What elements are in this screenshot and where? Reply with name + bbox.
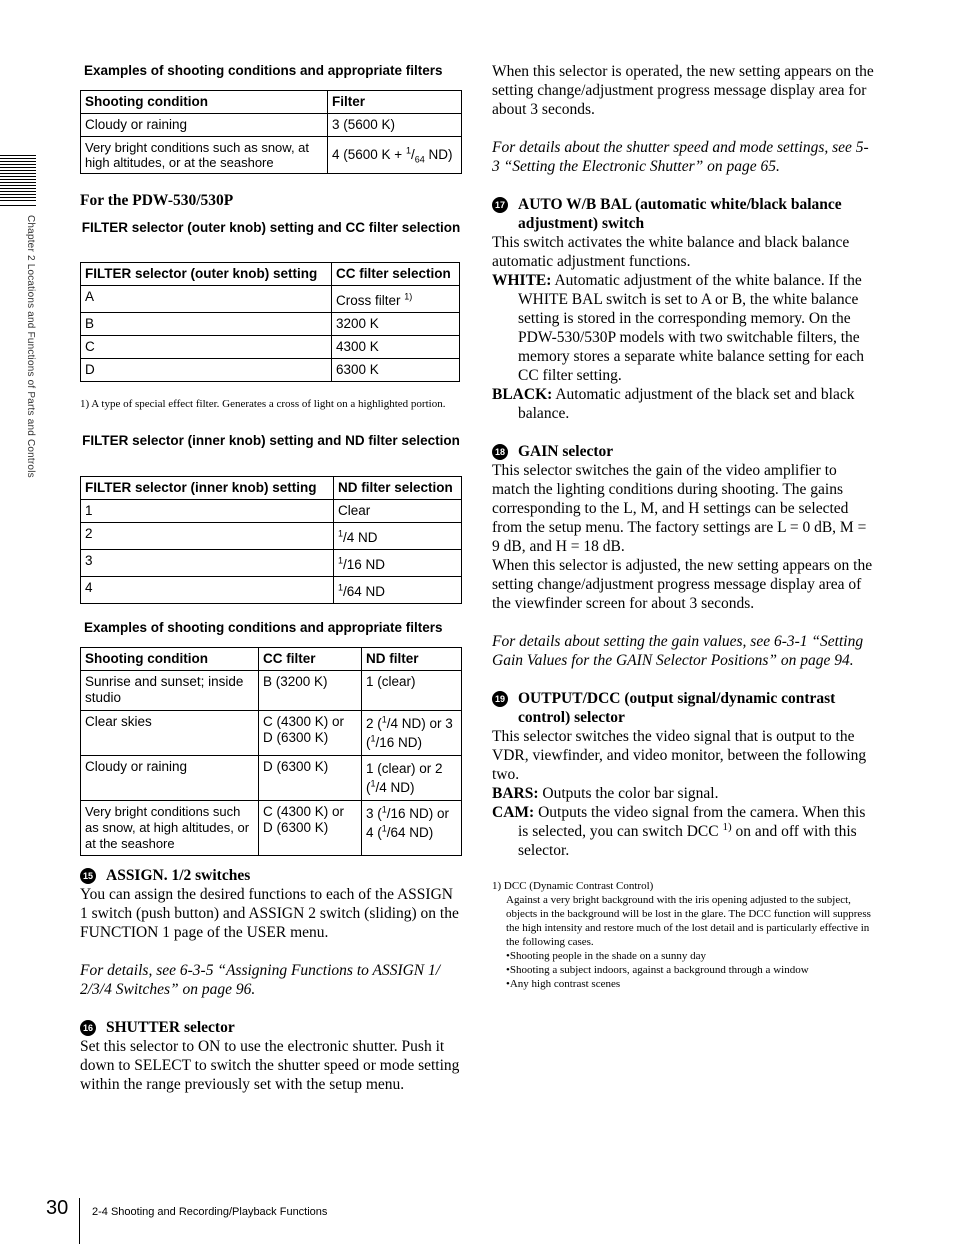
table-row (81, 286, 460, 313)
item-number-badge: 15 (80, 868, 96, 884)
footer-section-title: 2-4 Shooting and Recording/Playback Functions (92, 1206, 328, 1218)
table-header: ND filter (362, 648, 462, 671)
table-header: CC filter (259, 648, 362, 671)
table-cell: Cloudy or raining (81, 114, 328, 137)
table-row (81, 577, 462, 604)
table-row (81, 114, 462, 137)
table-cell: 3 ($^1$/16 ND) or 4 ($^1$/64 ND) (362, 801, 462, 856)
chapter-tab-marker (0, 155, 36, 203)
table2-caption: FILTER selector (outer knob) setting and CC filter selection (81, 220, 461, 235)
table-cell: 3 (5600 K) (328, 114, 462, 137)
table-cell: A (81, 286, 332, 313)
item-number-badge: 18 (492, 444, 508, 460)
table-header: Shooting condition (81, 91, 328, 114)
table-row (81, 313, 460, 336)
page-number: 30 (46, 1197, 69, 1219)
chapter-tab-rule (0, 205, 36, 206)
table-cell: 1 (clear) (362, 671, 462, 711)
table-row (81, 137, 462, 174)
table-cell: Very bright conditions such as snow, at high altitudes, or at the seashore (81, 137, 328, 174)
definition-cam: CAM: Outputs the video signal from the camera. When this is selected, you can switch DCC $^{1)}$ on and off with this selector. (492, 804, 866, 859)
section-heading: 19 OUTPUT/DCC (output signal/dynamic contrast control) selector (492, 689, 876, 727)
footnote-bullet: •Any high contrast scenes (506, 978, 621, 990)
cross-reference: For details about setting the gain values, see 6-3-1 “Setting Gain Values for the GAIN Selector Positions” on page 94. (492, 633, 864, 669)
table-cell: D (6300 K) (259, 756, 362, 801)
table-row (81, 336, 460, 359)
table-cell: Cloudy or raining (81, 756, 259, 801)
table-shooting-cc-nd (80, 647, 462, 856)
section-body: You can assign the desired functions to each of the ASSIGN 1 switch (push button) and ASSIGN 2 switch (sliding) on the FUNCTION 1 page of the USER menu. (80, 886, 459, 941)
table-cell: $^1$/4 ND (334, 523, 462, 550)
table-cell: D (81, 359, 332, 382)
table-row (81, 550, 462, 577)
footnote-cross-filter: 1) A type of special effect filter. Generates a cross of light on a highlighted portion. (80, 398, 446, 410)
table-cell: Sunrise and sunset; inside studio (81, 671, 259, 711)
table-cell: B (81, 313, 332, 336)
table-cell: Very bright conditions such as snow, at high altitudes, or at the seashore (81, 801, 259, 856)
table-row (81, 671, 462, 711)
table-cell: Clear (334, 500, 462, 523)
footnote-dcc (492, 879, 876, 991)
footer-divider (79, 1198, 80, 1244)
table-header-row (81, 263, 460, 286)
footnote-title: 1) DCC (Dynamic Contrast Control) (492, 880, 654, 892)
footnote-bullet: •Shooting people in the shade on a sunny day (506, 950, 706, 962)
table-row (81, 359, 460, 382)
table-header: CC filter selection (332, 263, 460, 286)
table-cell: Cross filter $^{1)}$ (332, 286, 460, 313)
item-number-badge: 19 (492, 691, 508, 707)
table-cell: C (81, 336, 332, 359)
table1-caption: Examples of shooting conditions and appropriate filters (84, 63, 443, 78)
definition-white: WHITE: Automatic adjustment of the white balance. If the WHITE BAL switch is set to A or B, the white balance setting is stored in the corresponding memory. On the PDW-530/530P models with two switchable filters, the memory stores a separate white balance setting for each CC filter setting. (492, 272, 865, 384)
footnote-body: Against a very bright background with the iris opening adjusted to the subject, objects in the background will be lost in the glare. The DCC function will suppress the high intensity and restore much of the lost detail and is particularly effective in the following cases. (506, 894, 871, 948)
section-body: This selector switches the video signal that is output to the VDR, viewfinder, and video monitor, between the following two. (492, 728, 867, 783)
table3-caption: FILTER selector (inner knob) setting and ND filter selection (82, 433, 460, 448)
item-number-badge: 17 (492, 197, 508, 213)
table-cell: 6300 K (332, 359, 460, 382)
table-row (81, 756, 462, 801)
table4-caption: Examples of shooting conditions and appropriate filters (84, 620, 443, 635)
table-cell: 4 (5600 $K + ^1/_{64}$ ND) (328, 137, 462, 174)
table-header-row (81, 648, 462, 671)
paragraph: When this selector is operated, the new setting appears on the setting change/adjustment progress message display area for about 3 seconds. (492, 63, 874, 118)
table-header: FILTER selector (inner knob) setting (81, 477, 334, 500)
section-assign (80, 866, 464, 1094)
section-body: When this selector is adjusted, the new setting appears on the setting change/adjustment progress message display area of the viewfinder screen for about 3 seconds. (492, 557, 873, 612)
item-number-badge: 16 (80, 1020, 96, 1036)
section-heading: 16 SHUTTER selector (80, 1018, 464, 1037)
table-shooting-filter (80, 90, 462, 174)
table-header-row (81, 477, 462, 500)
table-row (81, 523, 462, 550)
table-cell: 1 (81, 500, 334, 523)
section-body: This switch activates the white balance and black balance automatic adjustment functions. (492, 234, 850, 270)
cross-reference: For details about the shutter speed and mode settings, see 5-3 “Setting the Electronic Shutter” on page 65. (492, 139, 869, 175)
table-row (81, 500, 462, 523)
table-header: FILTER selector (outer knob) setting (81, 263, 332, 286)
table-header: Filter (328, 91, 462, 114)
table-cell: 2 ($^1$/4 ND) or 3 ($^1$/16 ND) (362, 711, 462, 756)
definition-black: BLACK: Automatic adjustment of the black set and black balance. (492, 386, 855, 422)
table-cell: Clear skies (81, 711, 259, 756)
table-cell: 3 (81, 550, 334, 577)
table-header: ND filter selection (334, 477, 462, 500)
table-cell: 4 (81, 577, 334, 604)
table-header-row (81, 91, 462, 114)
table-cell: B (3200 K) (259, 671, 362, 711)
right-column (492, 62, 876, 991)
section-body: This selector switches the gain of the video amplifier to match the lighting conditions during shooting. The gains corresponding to the L, M, and H settings can be selected from the setup menu. The factory settings are L = 0 dB, M = 9 dB, and H = 18 dB. (492, 462, 867, 555)
pdw-heading: For the PDW-530/530P (80, 192, 234, 209)
definition-bars: BARS: Outputs the color bar signal. (492, 785, 719, 802)
table-row (81, 801, 462, 856)
footnote-bullet: •Shooting a subject indoors, against a background through a window (506, 964, 809, 976)
section-heading: 17 AUTO W/B BAL (automatic white/black balance adjustment) switch (492, 195, 876, 233)
table-cell: 2 (81, 523, 334, 550)
table-cell: 3200 K (332, 313, 460, 336)
table-cell: 1 (clear) or 2 ($^1$/4 ND) (362, 756, 462, 801)
table-cc-filter (80, 262, 460, 382)
table-nd-filter (80, 476, 462, 604)
table-header: Shooting condition (81, 648, 259, 671)
cross-reference: For details, see 6-3-5 “Assigning Functions to ASSIGN 1/ 2/3/4 Switches” on page 96. (80, 962, 441, 998)
table-cell: $^1$/64 ND (334, 577, 462, 604)
section-heading: 18 GAIN selector (492, 442, 876, 461)
section-heading: 15 ASSIGN. 1/2 switches (80, 866, 464, 885)
table-cell: C (4300 K) or D (6300 K) (259, 711, 362, 756)
section-body: Set this selector to ON to use the electronic shutter. Push it down to SELECT to switch the shutter speed or mode setting within the range previously set with the setup menu. (80, 1038, 460, 1093)
table-cell: $^1$/16 ND (334, 550, 462, 577)
table-cell: 4300 K (332, 336, 460, 359)
chapter-side-label: Chapter 2 Locations and Functions of Parts and Controls (25, 215, 36, 478)
table-cell: C (4300 K) or D (6300 K) (259, 801, 362, 856)
table-row (81, 711, 462, 756)
